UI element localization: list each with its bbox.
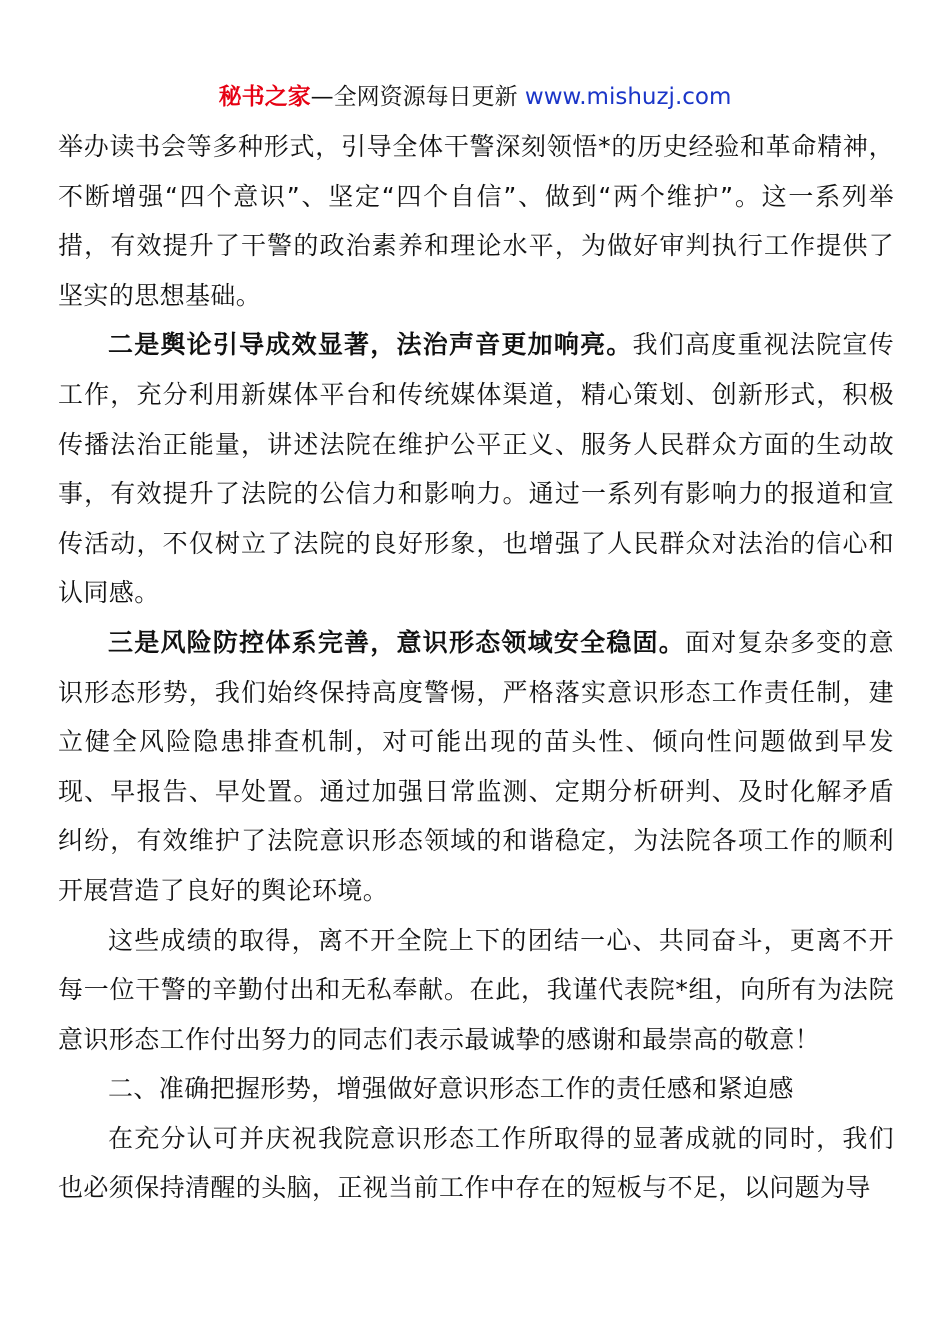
header-tagline: —全网资源每日更新 (310, 84, 518, 110)
brand-name: 秘书之家 (218, 84, 311, 110)
paragraph-section-intro: 在充分认可并庆祝我院意识形态工作所取得的显著成就的同时，我们也必须保持清醒的头脑，正视当前工作中存在的短板与不足，以问题为导 (58, 1123, 894, 1203)
paragraph-public-opinion (58, 320, 894, 618)
paragraph-continuation: 举办读书会等多种形式，引导全体干警深刻领悟*的历史经验和革命精神，不断增强“四个意识”、坚定“四个自信”、做到“两个维护”。这一系列举措，有效提升了干警的政治素养和理论水平，为做好审判执行工作提供了坚实的思想基础。 (58, 132, 894, 310)
paragraph-risk-control (58, 618, 894, 916)
page-header (0, 80, 950, 114)
paragraph-gratitude: 这些成绩的取得，离不开全院上下的团结一心、共同奋斗，更离不开每一位干警的辛勤付出和无私奉献。在此，我谨代表院*组，向所有为法院意识形态工作付出努力的同志们表示最诚挚的感谢和最崇高的敬意！ (58, 925, 894, 1054)
document-body (58, 122, 894, 1213)
section-heading: 二、准确把握形势，增强做好意识形态工作的责任感和紧迫感 (108, 1074, 794, 1104)
paragraph-lead-bold: 二是舆论引导成效显著，法治声音更加响亮。 (108, 330, 633, 360)
paragraph-text: 我们高度重视法院宣传工作，充分利用新媒体平台和传统媒体渠道，精心策划、创新形式，积极传播法治正能量，讲述法院在维护公平正义、服务人民群众方面的生动故事，有效提升了法院的公信力和影响力。通过一系列有影响力的报道和宣传活动，不仅树立了法院的良好形象，也增强了人民群众对法治的信心和认同感。 (58, 330, 894, 608)
header-url[interactable]: www.mishuzj.com (524, 84, 732, 110)
paragraph-text: 面对复杂多变的意识形态形势，我们始终保持高度警惕，严格落实意识形态工作责任制，建立健全风险隐患排查机制，对可能出现的苗头性、倾向性问题做到早发现、早报告、早处置。通过加强日常监测、定期分析研判、及时化解矛盾纠纷，有效维护了法院意识形态领域的和谐稳定，为法院各项工作的顺利开展营造了良好的舆论环境。 (58, 627, 894, 905)
paragraph-lead-bold: 三是风险防控体系完善，意识形态领域安全稳固。 (108, 627, 685, 657)
